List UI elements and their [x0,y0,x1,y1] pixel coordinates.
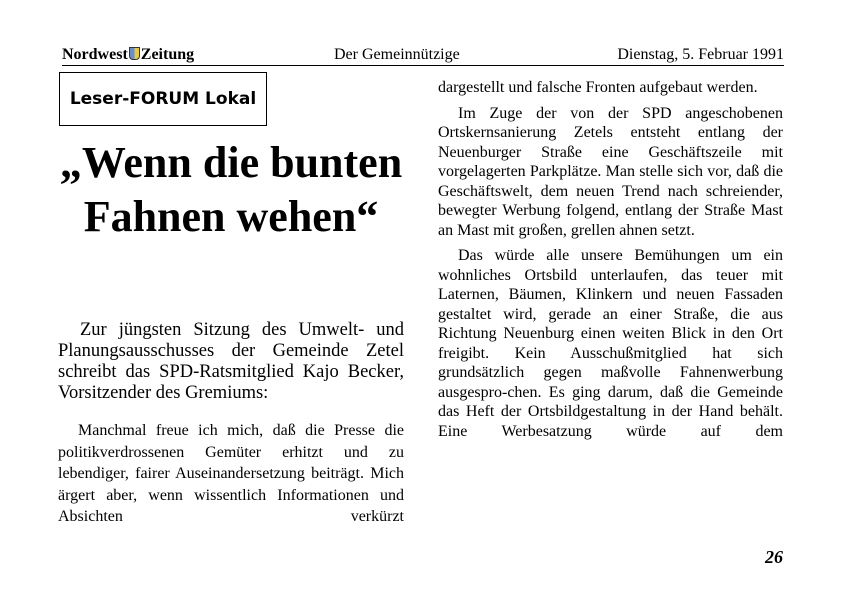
column-badge: Leser-FORUM Lokal [59,72,267,126]
header-rule [62,65,784,66]
newspaper-name-part1: Nordwest [62,46,128,63]
page-header [62,45,784,65]
article-body-right [438,78,783,447]
coat-of-arms-icon [129,47,140,60]
article-intro: Zur jüngsten Sitzung des Umwelt- und Planungsausschusses der Gemeinde Zetel schreibt das SPD-Ratsmitglied Kajo Becker, Vorsitzender des Gremiums: [58,320,404,403]
newspaper-name [62,45,194,65]
page-number: 26 [765,547,783,567]
right-paragraph-3: Das würde alle unsere Bemühungen um ein wohnliches Ortsbild unterlaufen, das teuer mit Laternen, Bäumen, Klinkern und neuen Fassaden gestaltet wird, gerade an einer Straße, die aus Richtung Neuenburg einen weiten Blick in den Ort freigibt. Kein Ausschußmitglied hat sich grundsätzlich gegen maßvolle Fahnenwerbung ausgespro-chen. Es ging darum, daß die Gemeinde das Heft der Ortsbildgestaltung in der Hand behält. Eine Werbesatzung würde auf dem [438,247,783,440]
issue-date: Dienstag, 5. Februar 1991 [617,46,784,63]
section-title: Der Gemeinnützige [334,46,460,63]
newspaper-name-part2: Zeitung [140,46,195,63]
right-paragraph-2: Im Zuge der von der SPD angeschobenen Ortskernsanierung Zetels entsteht entlang der Neuenburger Straße eine Geschäftszeile mit vorgelagerten Parkplätze. Man stelle sich vor, daß die Geschäftswelt, dem neuen Trend nach schreiender, bewegter Werbung folgend, entlang der Straße Mast an Mast mit großen, grellen ahnen setzt. [438,104,783,239]
right-paragraph-1: dargestellt und falsche Fronten aufgebaut werden. [438,79,758,96]
article-body-left: Manchmal freue ich mich, daß die Presse die politikverdrossenen Gemüter erhitzt und zu lebendiger, fairer Auseinandersetzung beiträgt. Mich ärgert aber, wenn wissentlich Informationen und Absichten verkürzt [58,422,404,525]
article-headline: „Wenn die bunten Fahnen wehen“ [59,138,403,241]
